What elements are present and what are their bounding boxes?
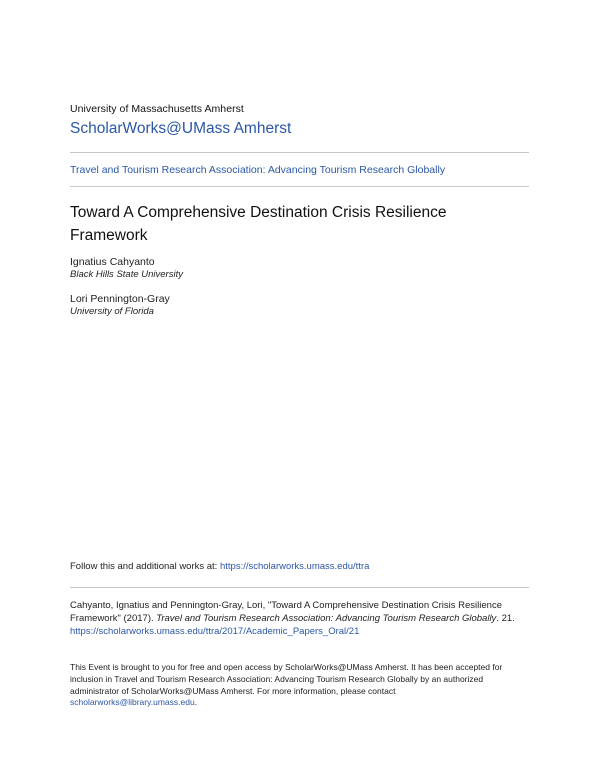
repository-link[interactable]: ScholarWorks@UMass Amherst [70,120,292,137]
citation-link[interactable]: https://scholarworks.umass.edu/ttra/2017/Academic_Papers_Oral/21 [70,626,360,637]
university-name: University of Massachusetts Amherst [70,103,244,115]
follow-line [70,561,369,572]
citation-source: Travel and Tourism Research Association: Advancing Tourism Research Globally [156,613,497,624]
recommended-citation [70,599,532,638]
notice-text: This Event is brought to you for free and open access by ScholarWorks@UMass Amherst. It has been accepted for inclusion in Travel and Tourism Research Association: Advancing Tourism Research Globally by an authorized administrator of ScholarWorks@UMass Amherst. For more information, please contact [70,662,503,696]
open-access-notice [70,662,532,709]
paper-title-line-2: Framework [70,227,148,244]
citation-suffix: . 21. [496,613,515,624]
contact-email-link[interactable]: scholarworks@library.umass.edu [70,697,195,708]
author-name: Lori Pennington-Gray [70,293,170,305]
author-name: Ignatius Cahyanto [70,256,155,268]
collection-link[interactable]: Travel and Tourism Research Association: Advancing Tourism Research Globally [70,164,446,176]
divider-top [70,152,529,153]
citation-prefix: Cahyanto, Ignatius and Pennington-Gray, Lori, "Toward A Comprehensive Destination Crisis Resilience Framework" (2017). [70,600,502,624]
follow-text: Follow this and additional works at: [70,561,220,572]
author-affiliation: University of Florida [70,306,154,317]
paper-title-line-1: Toward A Comprehensive Destination Crisis Resilience [70,204,447,221]
follow-link[interactable]: https://scholarworks.umass.edu/ttra [219,561,370,572]
divider-citation [70,587,529,588]
notice-end: . [194,697,198,708]
author-affiliation: Black Hills State University [70,269,183,280]
divider-collection [70,186,529,187]
paper-title [70,201,490,247]
